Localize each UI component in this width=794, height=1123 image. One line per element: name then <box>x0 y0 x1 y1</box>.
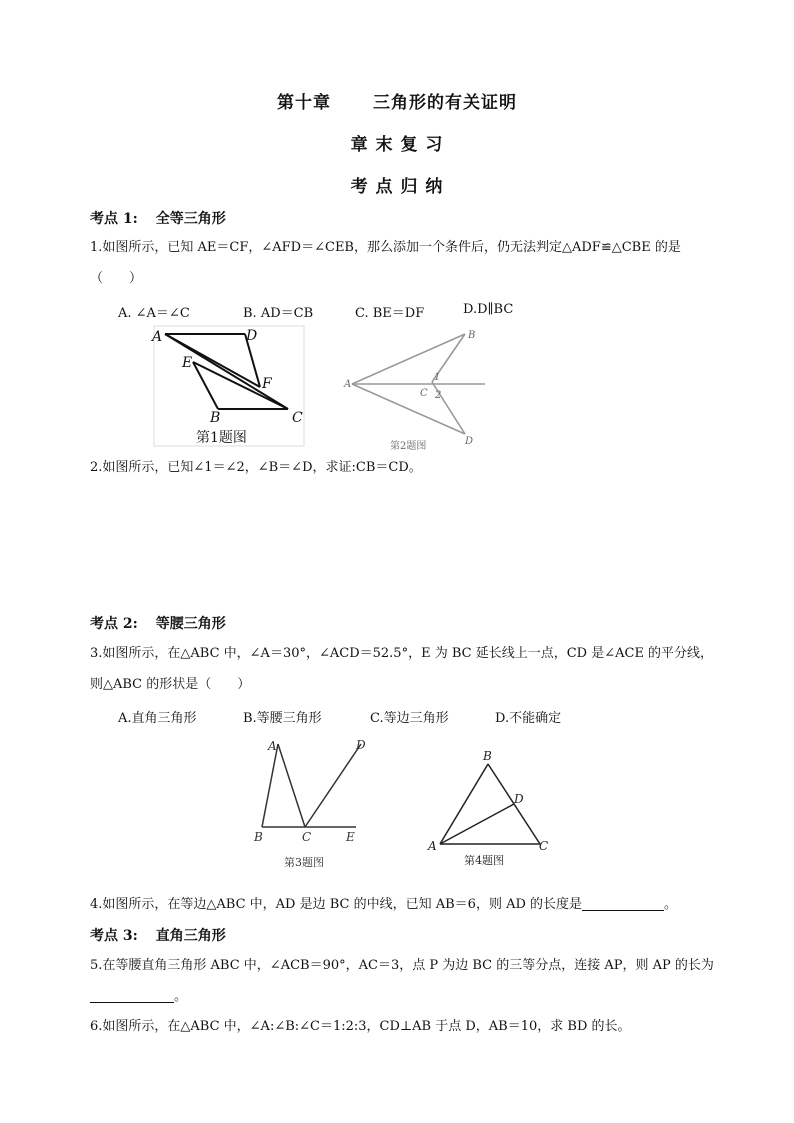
segment-AD <box>352 384 465 434</box>
fig1-label-E: E <box>182 355 193 371</box>
q3-option-b: B.等腰三角形 <box>243 711 322 726</box>
fig3-label-C: C <box>302 830 312 844</box>
segment-AC <box>278 744 305 827</box>
fig2-label-D: D <box>465 436 474 447</box>
segment-AD <box>440 804 514 844</box>
chapter-number: 第十章 <box>277 93 331 113</box>
section-2-label: 考点 2: <box>90 616 138 632</box>
segment-AC <box>165 334 288 409</box>
question-5-end: 。 <box>174 989 188 1004</box>
section-3-heading <box>90 925 226 945</box>
section-title: 考 点 归 纳 <box>350 177 444 197</box>
subtitle: 章 末 复 习 <box>350 135 444 155</box>
q1-option-c: C. BE＝DF <box>355 306 425 321</box>
section-2-heading <box>90 613 226 633</box>
question-4-text: 4.如图所示，在等边△ABC 中，AD 是边 BC 的中线，已知 AB＝6，则 AD 的长度是 <box>90 897 583 912</box>
figure-2 <box>340 324 490 452</box>
fig3-label-B: B <box>254 830 263 844</box>
fig3-label-E: E <box>346 830 355 844</box>
fig1-label-B: B <box>210 410 221 426</box>
fig2-label-C: C <box>420 388 428 399</box>
fig4-label-A: A <box>428 839 437 853</box>
section-1-name: 全等三角形 <box>155 211 226 227</box>
fig1-label-D: D <box>246 328 258 344</box>
figure-1 <box>148 322 308 450</box>
fig4-label-C: C <box>539 839 549 853</box>
figure-3 <box>248 736 378 876</box>
question-4-end: 。 <box>664 897 678 912</box>
fig3-label-A: A <box>268 739 277 753</box>
fig2-caption: 第2题图 <box>390 441 427 452</box>
q4-answer-blank[interactable] <box>582 896 664 911</box>
fig4-caption: 第4题图 <box>464 854 504 867</box>
q1-option-a: A. ∠A＝∠C <box>118 306 190 321</box>
question-6-text: 6.如图所示，在△ABC 中，∠A:∠B:∠C＝1:2:3，CD⊥AB 于点 D，AB＝10，求 BD 的长。 <box>90 1019 631 1034</box>
figure-4 <box>424 748 554 873</box>
q3-option-c: C.等边三角形 <box>370 711 449 726</box>
section-2-name: 等腰三角形 <box>155 616 226 632</box>
question-5-text: 5.在等腰直角三角形 ABC 中，∠ACB＝90°，AC＝3，点 P 为边 BC 的三等分点，连接 AP，则 AP 的长为 <box>90 958 714 973</box>
q1-option-b: B. AD＝CB <box>243 306 314 321</box>
question-4 <box>90 889 715 920</box>
q5-answer-blank[interactable] <box>90 988 174 1003</box>
fig4-label-B: B <box>483 749 492 763</box>
fig2-label-1: 1 <box>434 372 441 383</box>
segment-EC <box>193 362 288 409</box>
section-3-name: 直角三角形 <box>155 928 226 944</box>
segment-AB <box>440 764 488 844</box>
section-3-label: 考点 3: <box>90 928 138 944</box>
segment-BA <box>262 744 278 827</box>
chapter-heading <box>0 88 794 113</box>
fig2-label-2: 2 <box>435 390 442 401</box>
section-1-label: 考点 1: <box>90 211 138 227</box>
fig2-label-A: A <box>344 379 352 390</box>
figure-1-frame <box>154 326 304 446</box>
fig1-label-A: A <box>152 329 163 345</box>
question-1-text: 1.如图所示，已知 AE＝CF，∠AFD＝∠CEB，那么添加一个条件后，仍无法判定△ADF≌△CBE 的是（ ） <box>90 240 681 286</box>
section-1-heading <box>90 208 226 228</box>
fig4-label-D: D <box>514 792 524 806</box>
fig2-label-B: B <box>468 330 476 341</box>
fig3-caption: 第3题图 <box>284 856 324 869</box>
q3-option-a: A.直角三角形 <box>118 711 197 726</box>
fig1-label-F: F <box>262 376 272 392</box>
question-2-text: 2.如图所示，已知∠1＝∠2，∠B＝∠D，求证:CB＝CD。 <box>90 460 422 475</box>
fig1-caption: 第1题图 <box>196 430 247 446</box>
segment-CD <box>305 744 361 827</box>
question-5 <box>90 950 715 1012</box>
chapter-title: 三角形的有关证明 <box>373 93 517 113</box>
question-3-text: 3.如图所示，在△ABC 中，∠A＝30°，∠ACD＝52.5°，E 为 BC 延长线上一点，CD 是∠ACE 的平分线，则△ABC 的形状是（ ） <box>90 646 714 692</box>
q1-option-d: D.D∥BC <box>463 302 514 317</box>
q3-option-d: D.不能确定 <box>495 711 562 726</box>
fig3-label-D: D <box>356 738 366 752</box>
fig1-label-C: C <box>292 410 303 426</box>
